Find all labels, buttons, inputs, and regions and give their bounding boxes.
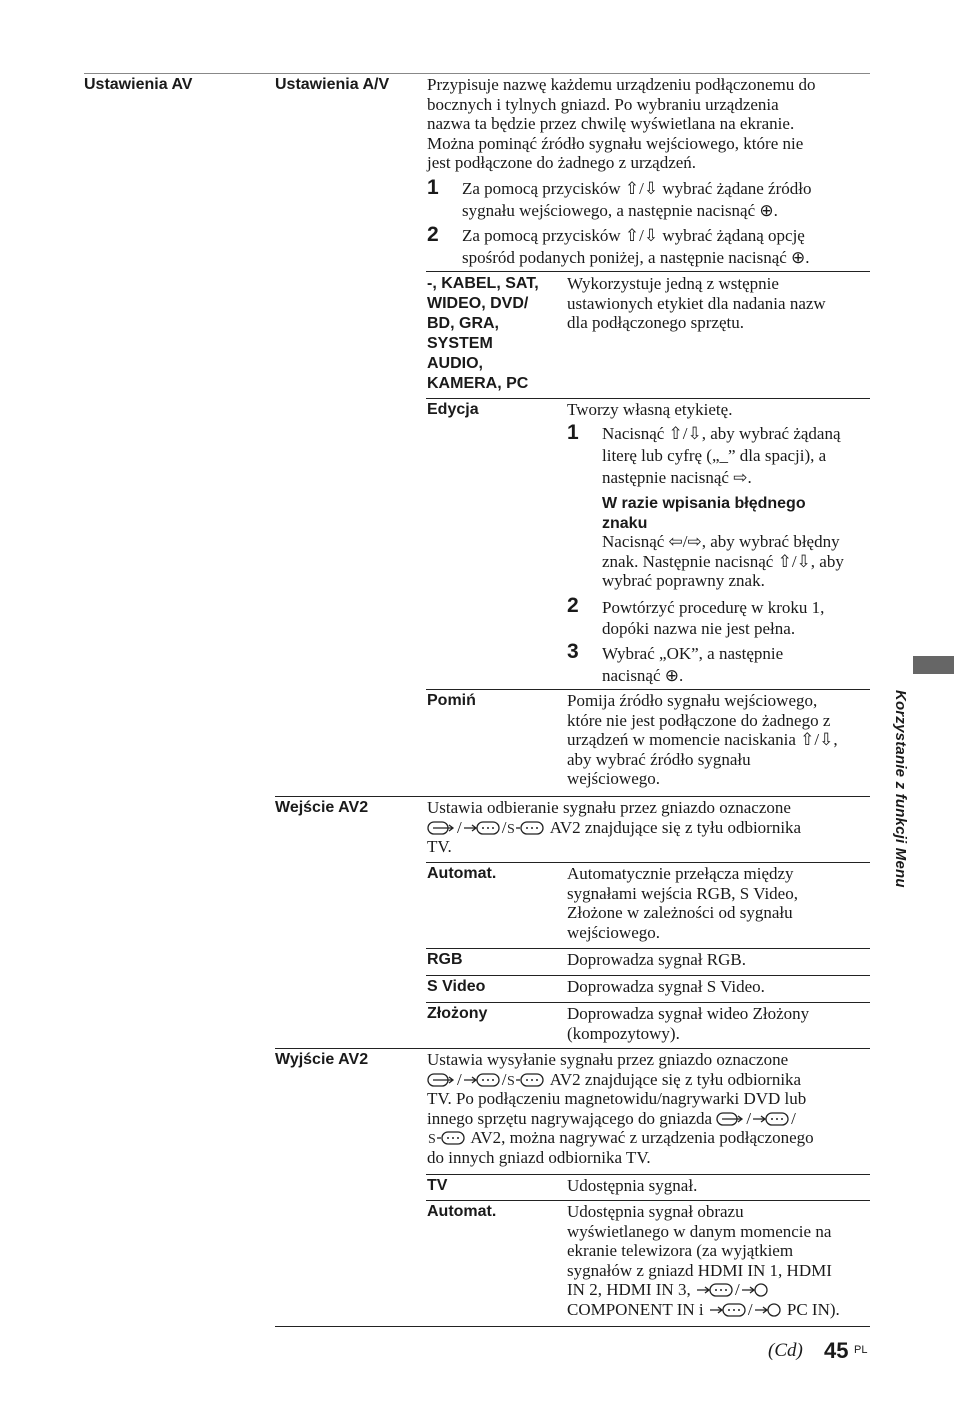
page-number: 45	[824, 1338, 849, 1363]
option-skip-name: Pomiń	[427, 692, 476, 709]
scart-connector-icon	[716, 1111, 746, 1127]
option-labels-name: -, KABEL, SAT, WIDEO, DVD/ BD, GRA, SYSTEM AUDIO, KAMERA, PC	[427, 275, 539, 392]
edit-step-3-text: Wybrać „OK”, a następnie nacisnąć ⊕.	[602, 644, 784, 685]
edit-step-2-text: Powtórzyć procedurę w kroku 1, dopóki nazwa nie jest pełna.	[602, 598, 825, 638]
edit-step-number-3: 3	[567, 640, 579, 663]
option-edit-name: Edycja	[427, 401, 479, 418]
av2-out-description: Ustawia wysyłanie sygnału przez gniazdo oznaczone / / S AV2 znajdujące się z tyłu odbiornika TV. Po podłączeniu magnetowidu/nagrywarki DVD lub innego sprzętu nagrywającego do gniazda / / S AV2, można nagrywać z urządzenia podłączonego do innych gniazd odbiornika TV.	[427, 1050, 814, 1167]
option-edit-desc: Tworzy własną etykietę.	[567, 400, 733, 419]
side-tab-marker	[913, 656, 954, 674]
language-code: PL	[854, 1344, 868, 1356]
step-number-2: 2	[427, 223, 439, 246]
video-in-connector-icon	[462, 1072, 502, 1088]
av2-in-option-rgb-desc: Doprowadza sygnał RGB.	[567, 950, 746, 969]
rule-av2-in-svideo	[426, 975, 870, 976]
section-title-av: Ustawienia AV	[84, 76, 193, 93]
output-connector-icon	[740, 1282, 770, 1298]
option-skip-desc: Pomija źródło sygnału wejściowego, które nie jest podłączone do żadnego z urządzeń w momencie naciskania ⇧/⇩, aby wybrać źródło sygnału wejściowego.	[567, 691, 838, 789]
scart-connector-icon	[427, 820, 457, 836]
av2-out-option-auto-name: Automat.	[427, 1203, 497, 1220]
scart-connector-icon	[427, 1072, 457, 1088]
s-video-connector-icon	[427, 1130, 467, 1146]
setting-title-av2-in: Wejście AV2	[275, 799, 369, 816]
output-connector-icon	[753, 1302, 783, 1318]
edit-step-number-1: 1	[567, 421, 579, 444]
mistake-text: Nacisnąć ⇦/⇨, aby wybrać błędny znak. Następnie nacisnąć ⇧/⇩, aby wybrać poprawny znak.	[602, 532, 844, 591]
setting-title-av-settings: Ustawienia A/V	[275, 76, 390, 93]
mistake-heading: W razie wpisania błędnego znaku	[602, 495, 806, 532]
av2-in-option-composite-name: Złożony	[427, 1005, 488, 1022]
av2-out-option-auto-desc: Udostępnia sygnał obrazu wyświetlanego w danym momencie na ekranie telewizora (za wyjątkiem sygnałów z gniazd HDMI IN 1, HDMI IN 2, HDMI IN 3, / COMPONENT IN i / PC IN).	[567, 1202, 840, 1319]
s-video-connector-icon	[506, 820, 546, 836]
av2-in-option-svideo-name: S Video	[427, 978, 486, 995]
av-settings-description: Przypisuje nazwę każdemu urządzeniu podłączonemu do bocznych i tylnych gniazd. Po wybraniu urządzenia nazwa ta będzie przez chwilę wyświetlana na ekranie. Można pominąć źródło sygnału wejściowego, które nie jest podłączone do żadnego z urządzeń.	[427, 75, 816, 173]
svg-text:S: S	[507, 821, 516, 836]
option-labels-desc: Wykorzystuje jedną z wstępnie ustawionych etykiet dla nadania nazw dla podłączonego sprzętu.	[567, 274, 826, 333]
rule-av2-in-rgb	[426, 948, 870, 949]
bottom-rule	[275, 1326, 870, 1327]
rule-av2-in	[275, 796, 870, 797]
rule-skip	[426, 689, 870, 690]
av2-out-option-tv-name: TV	[427, 1177, 448, 1194]
av2-in-description: Ustawia odbieranie sygnału przez gniazdo oznaczone / / S AV2 znajdujące się z tyłu odbiornika TV.	[427, 798, 802, 857]
step-1-text: Za pomocą przycisków ⇧/⇩ wybrać żądane źródło sygnału wejściowego, a następnie nacisnąć ⊕.	[462, 179, 812, 220]
av2-in-option-rgb-name: RGB	[427, 951, 463, 968]
av2-in-option-auto-desc: Automatycznie przełącza między sygnałami wejścia RGB, S Video, Złożone w zależności od sygnału wejściowego.	[567, 864, 798, 942]
side-section-label: Korzystanie z funkcji Menu	[892, 690, 909, 888]
rule-labels	[426, 271, 870, 272]
svg-text:S: S	[507, 1073, 516, 1088]
rule-edit	[426, 398, 870, 399]
top-rule	[84, 73, 870, 74]
rule-av2-out-auto	[426, 1200, 870, 1201]
step-number-1: 1	[427, 176, 439, 199]
av2-out-option-tv-desc: Udostępnia sygnał.	[567, 1176, 698, 1195]
rule-av2-out	[275, 1048, 870, 1049]
s-video-connector-icon	[506, 1072, 546, 1088]
continued-note: (Cd)	[768, 1340, 803, 1361]
video-in-connector-icon	[462, 820, 502, 836]
setting-title-av2-out: Wyjście AV2	[275, 1051, 369, 1068]
video-in-connector-icon	[751, 1111, 791, 1127]
av2-in-option-composite-desc: Doprowadza sygnał wideo Złożony (kompozytowy).	[567, 1004, 810, 1043]
av2-in-option-svideo-desc: Doprowadza sygnał S Video.	[567, 977, 765, 996]
rule-av2-out-tv	[426, 1174, 870, 1175]
video-in-connector-icon	[708, 1302, 748, 1318]
edit-step-number-2: 2	[567, 594, 579, 617]
video-in-connector-icon	[695, 1282, 735, 1298]
rule-av2-in-auto	[426, 862, 870, 863]
edit-step-1-text: Nacisnąć ⇧/⇩, aby wybrać żądaną literę lub cyfrę („_” dla spacji), a następnie nacisnąć ⇨.	[602, 424, 841, 487]
av2-in-option-auto-name: Automat.	[427, 865, 497, 882]
svg-text:S: S	[428, 1132, 436, 1147]
step-2-text: Za pomocą przycisków ⇧/⇩ wybrać żądaną opcję spośród podanych poniżej, a następnie nacisnąć ⊕.	[462, 226, 810, 267]
rule-av2-in-composite	[426, 1002, 870, 1003]
